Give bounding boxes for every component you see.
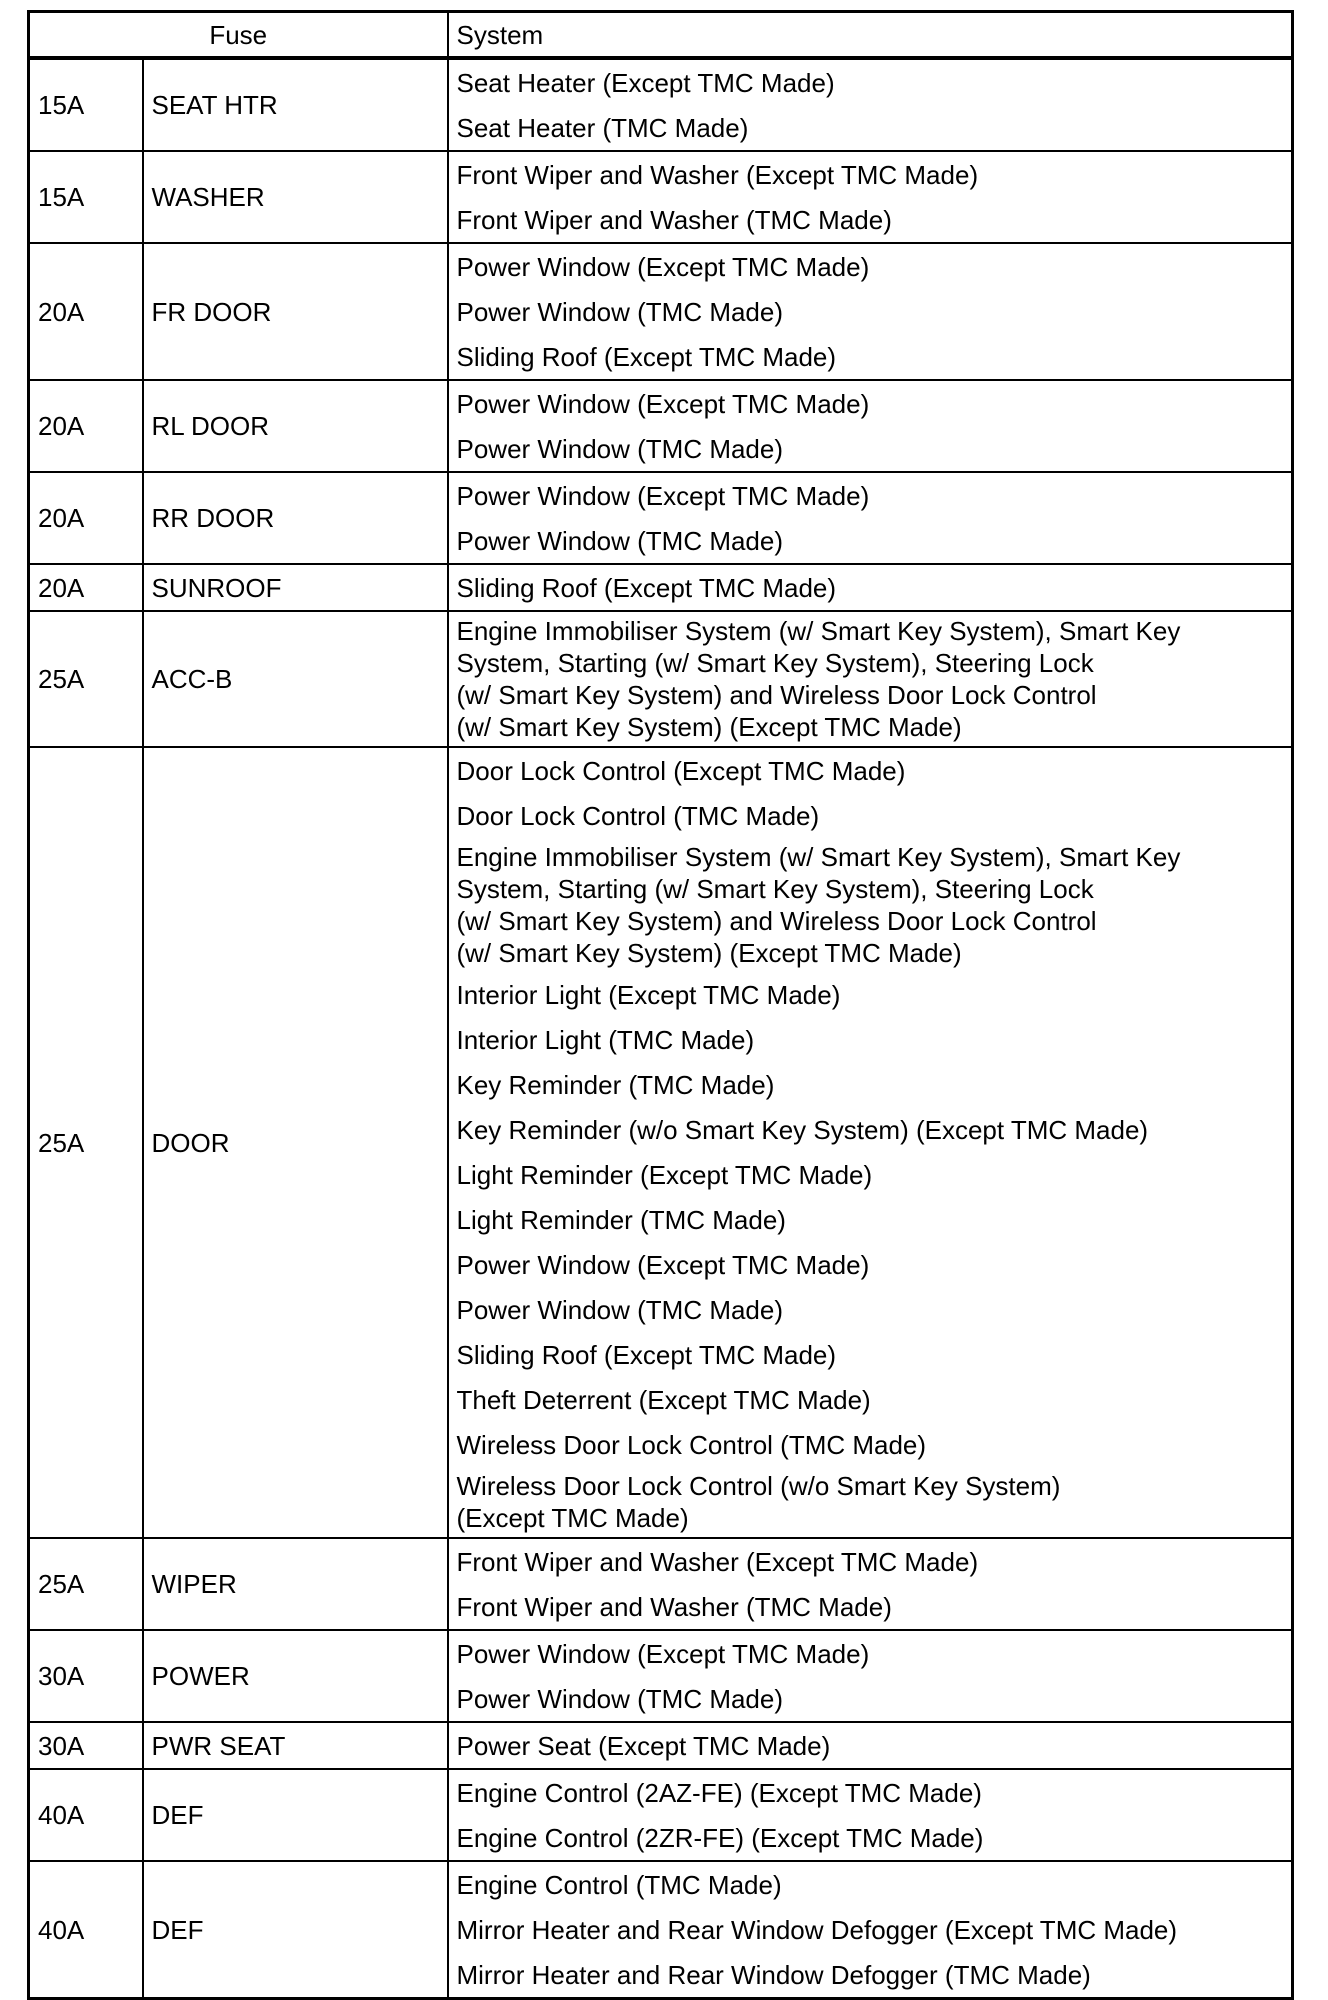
fuse-row <box>29 151 1293 243</box>
fuse-row <box>29 747 1293 1538</box>
fuse-name: WASHER <box>143 151 448 243</box>
system-cell <box>448 1538 1293 1630</box>
fuse-amperage: 20A <box>29 380 143 472</box>
system-entry: Engine Immobiliser System (w/ Smart Key System), Smart Key System, Starting (w/ Smart Key System), Steering Lock (w/ Smart Key System) and Wireless Door Lock Control (w/ Smart Key System) (Except TMC Made) <box>456 616 1181 742</box>
fuse-amperage: 40A <box>29 1769 143 1861</box>
fuse-name: DOOR <box>143 747 448 1538</box>
system-entry: Sliding Roof (Except TMC Made) <box>456 1339 837 1370</box>
fuse-name: WIPER <box>143 1538 448 1630</box>
system-entry: Key Reminder (w/o Smart Key System) (Except TMC Made) <box>456 1114 1149 1145</box>
system-entry: Seat Heater (TMC Made) <box>456 112 749 143</box>
fuse-row <box>29 472 1293 564</box>
system-entry: Mirror Heater and Rear Window Defogger (TMC Made) <box>456 1959 1091 1990</box>
system-entry: Wireless Door Lock Control (w/o Smart Key System) (Except TMC Made) <box>456 1471 1061 1533</box>
system-cell <box>448 1722 1293 1769</box>
system-entry: Light Reminder (TMC Made) <box>456 1204 786 1235</box>
system-entry: Front Wiper and Washer (TMC Made) <box>456 1591 892 1622</box>
system-entry: Engine Immobiliser System (w/ Smart Key System), Smart Key System, Starting (w/ Smart Key System), Steering Lock (w/ Smart Key System) and Wireless Door Lock Control (w/ Smart Key System) (Except TMC Made) <box>456 842 1181 968</box>
system-entry: Engine Control (TMC Made) <box>456 1869 782 1900</box>
fuse-row <box>29 1722 1293 1769</box>
system-entry: Power Window (TMC Made) <box>456 1683 784 1714</box>
fuse-amperage: 25A <box>29 1538 143 1630</box>
system-entry: Light Reminder (Except TMC Made) <box>456 1159 873 1190</box>
system-entry: Power Window (Except TMC Made) <box>456 251 870 282</box>
fuse-table <box>27 10 1294 2000</box>
system-entry: Power Seat (Except TMC Made) <box>456 1730 831 1761</box>
system-cell <box>448 747 1293 1538</box>
system-entry: Theft Deterrent (Except TMC Made) <box>456 1384 871 1415</box>
fuse-name: ACC-B <box>143 611 448 747</box>
system-entry: Sliding Roof (Except TMC Made) <box>456 572 837 603</box>
fuse-amperage: 15A <box>29 151 143 243</box>
fuse-row <box>29 611 1293 747</box>
system-entry: Engine Control (2ZR-FE) (Except TMC Made) <box>456 1822 984 1853</box>
fuse-row <box>29 380 1293 472</box>
header-row <box>29 12 1293 59</box>
fuse-name: DEF <box>143 1769 448 1861</box>
system-entry: Interior Light (Except TMC Made) <box>456 979 841 1010</box>
system-entry: Power Window (TMC Made) <box>456 296 784 327</box>
fuse-name: PWR SEAT <box>143 1722 448 1769</box>
fuse-header: Fuse <box>29 12 448 59</box>
fuse-amperage: 20A <box>29 564 143 611</box>
fuse-amperage: 30A <box>29 1722 143 1769</box>
system-entry: Power Window (Except TMC Made) <box>456 480 870 511</box>
system-entry: Power Window (TMC Made) <box>456 433 784 464</box>
system-cell <box>448 1769 1293 1861</box>
system-entry: Front Wiper and Washer (Except TMC Made) <box>456 1546 979 1577</box>
fuse-amperage: 25A <box>29 747 143 1538</box>
fuse-amperage: 25A <box>29 611 143 747</box>
system-entry: Seat Heater (Except TMC Made) <box>456 67 835 98</box>
system-entry: Door Lock Control (TMC Made) <box>456 800 820 831</box>
system-cell <box>448 1861 1293 1999</box>
system-cell <box>448 151 1293 243</box>
system-entry: Power Window (Except TMC Made) <box>456 1638 870 1669</box>
system-entry: Power Window (TMC Made) <box>456 525 784 556</box>
fuse-row <box>29 58 1293 151</box>
fuse-row <box>29 564 1293 611</box>
system-entry: Door Lock Control (Except TMC Made) <box>456 755 906 786</box>
fuse-row <box>29 243 1293 380</box>
fuse-amperage: 20A <box>29 472 143 564</box>
system-entry: Power Window (Except TMC Made) <box>456 388 870 419</box>
fuse-amperage: 40A <box>29 1861 143 1999</box>
system-entry: Power Window (Except TMC Made) <box>456 1249 870 1280</box>
fuse-name: SEAT HTR <box>143 58 448 151</box>
fuse-amperage: 20A <box>29 243 143 380</box>
system-entry: Sliding Roof (Except TMC Made) <box>456 341 837 372</box>
system-entry: Mirror Heater and Rear Window Defogger (Except TMC Made) <box>456 1914 1178 1945</box>
system-header: System <box>448 12 1293 59</box>
fuse-amperage: 30A <box>29 1630 143 1722</box>
system-cell <box>448 472 1293 564</box>
fuse-name: SUNROOF <box>143 564 448 611</box>
fuse-name: RL DOOR <box>143 380 448 472</box>
system-cell <box>448 1630 1293 1722</box>
fuse-row <box>29 1630 1293 1722</box>
fuse-row <box>29 1538 1293 1630</box>
system-entry: Wireless Door Lock Control (TMC Made) <box>456 1429 927 1460</box>
system-entry: Engine Control (2AZ-FE) (Except TMC Made) <box>456 1777 982 1808</box>
system-cell <box>448 564 1293 611</box>
system-entry: Key Reminder (TMC Made) <box>456 1069 775 1100</box>
fuse-name: FR DOOR <box>143 243 448 380</box>
fuse-name: POWER <box>143 1630 448 1722</box>
fuse-amperage: 15A <box>29 58 143 151</box>
fuse-table-body <box>29 58 1293 1999</box>
fuse-row <box>29 1861 1293 1999</box>
fuse-name: RR DOOR <box>143 472 448 564</box>
fuse-row <box>29 1769 1293 1861</box>
system-entry: Interior Light (TMC Made) <box>456 1024 755 1055</box>
system-entry: Front Wiper and Washer (TMC Made) <box>456 204 892 235</box>
system-cell <box>448 243 1293 380</box>
system-entry: Front Wiper and Washer (Except TMC Made) <box>456 159 979 190</box>
system-cell <box>448 380 1293 472</box>
system-entry: Power Window (TMC Made) <box>456 1294 784 1325</box>
system-cell <box>448 58 1293 151</box>
fuse-name: DEF <box>143 1861 448 1999</box>
system-cell <box>448 611 1293 747</box>
